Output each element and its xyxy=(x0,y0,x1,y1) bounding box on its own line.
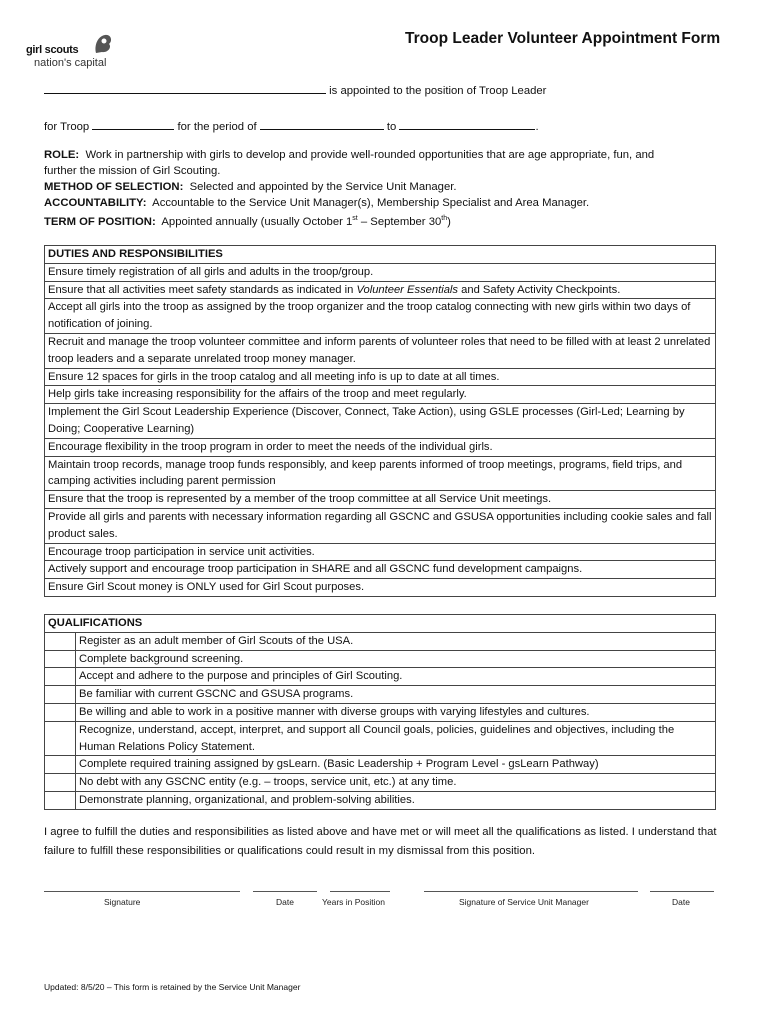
duties-table xyxy=(44,245,716,597)
accountability-text: Accountable to the Service Unit Manager(s), Membership Specialist and Area Manager. xyxy=(152,197,590,209)
period-label: for the period of xyxy=(177,121,257,133)
trefoil-profile-icon xyxy=(92,33,114,55)
duty-text: Encourage flexibility in the troop program in order to meet the needs of the individual girls. xyxy=(45,438,716,456)
qualifications-heading: QUALIFICATIONS xyxy=(45,615,716,633)
qualification-text: No debt with any GSCNC entity (e.g. – troops, service unit, etc.) at any time. xyxy=(76,774,716,792)
signature-label: Signature xyxy=(104,897,141,907)
qualification-row xyxy=(45,632,716,650)
qualification-text: Be willing and able to work in a positive manner with diverse groups with varying lifestyles and cultures. xyxy=(76,703,716,721)
appointment-text: is appointed to the position of Troop Leader xyxy=(329,85,547,97)
manager-signature-label: Signature of Service Unit Manager xyxy=(459,897,589,907)
duty-text: Maintain troop records, manage troop funds responsibly, and keep parents informed of troop meetings, programs, field trips, and camping activities including parent permission xyxy=(45,456,716,491)
date-field[interactable] xyxy=(253,890,317,892)
duty-row xyxy=(45,404,716,439)
duty-row xyxy=(45,543,716,561)
duty-text: Implement the Girl Scout Leadership Experience (Discover, Connect, Take Action), using GSLE processes (Girl-Led; Learning by Doing; Cooperative Learning) xyxy=(45,404,716,439)
term-label: TERM OF POSITION: xyxy=(44,215,156,228)
period-start-field[interactable] xyxy=(260,118,384,130)
qualification-checkbox[interactable] xyxy=(45,650,76,668)
duty-row xyxy=(45,368,716,386)
qualification-row xyxy=(45,756,716,774)
qualification-checkbox[interactable] xyxy=(45,756,76,774)
qualification-text: Accept and adhere to the purpose and principles of Girl Scouting. xyxy=(76,668,716,686)
qualification-checkbox[interactable] xyxy=(45,632,76,650)
duty-row xyxy=(45,281,716,299)
duty-row xyxy=(45,333,716,368)
duty-row xyxy=(45,456,716,491)
duty-text: Provide all girls and parents with necessary information regarding all GSCNC and GSUSA opportunities including cookie sales and fall product sales. xyxy=(45,508,716,543)
term-text: – September 30 xyxy=(357,215,442,228)
qualification-checkbox[interactable] xyxy=(45,774,76,792)
duty-text: Encourage troop participation in service unit activities. xyxy=(45,543,716,561)
qualification-row xyxy=(45,791,716,809)
period-end-field[interactable] xyxy=(399,118,535,130)
qualification-text: Complete background screening. xyxy=(76,650,716,668)
qualification-row xyxy=(45,650,716,668)
qualification-text: Demonstrate planning, organizational, and problem-solving abilities. xyxy=(76,791,716,809)
term-row xyxy=(44,211,724,230)
role-row xyxy=(44,147,724,163)
duty-row xyxy=(45,386,716,404)
duty-text: Ensure 12 spaces for girls in the troop catalog and all meeting info is up to date at all times. xyxy=(45,368,716,386)
qualifications-table xyxy=(44,614,716,810)
qualification-row xyxy=(45,668,716,686)
manager-signature-field[interactable] xyxy=(424,890,638,892)
appointee-name-field[interactable] xyxy=(44,82,326,94)
qualification-checkbox[interactable] xyxy=(45,668,76,686)
footer-updated: Updated: 8/5/20 – This form is retained by the Service Unit Manager xyxy=(44,982,301,992)
qualification-text: Register as an adult member of Girl Scouts of the USA. xyxy=(76,632,716,650)
appointee-line xyxy=(44,82,546,99)
logo-text: girl scouts xyxy=(26,44,79,56)
accountability-label: ACCOUNTABILITY: xyxy=(44,197,147,209)
duty-text: Help girls take increasing responsibility for the affairs of the troop and meet regularly. xyxy=(45,386,716,404)
duty-text: Ensure Girl Scout money is ONLY used for Girl Scout purposes. xyxy=(45,579,716,597)
term-text: Appointed annually (usually October 1 xyxy=(161,215,353,228)
term-sup: st xyxy=(352,215,358,222)
date-label: Date xyxy=(276,897,294,907)
method-row xyxy=(44,179,724,195)
agreement-text: I agree to fulfill the duties and responsibilities as listed above and have met or will meet all the qualifications as listed. I understand that failure to fulfill these responsibilities or qualifications could result in my dismissal from this position. xyxy=(44,826,717,857)
qualification-row xyxy=(45,703,716,721)
years-field[interactable] xyxy=(330,890,390,892)
duty-row xyxy=(45,579,716,597)
role-text-2: further the mission of Girl Scouting. xyxy=(44,165,221,177)
duty-text: Ensure that all activities meet safety standards as indicated in Volunteer Essentials and Safety Activity Checkpoints. xyxy=(45,281,716,299)
period-end-dot: . xyxy=(535,121,539,133)
qualification-text: Be familiar with current GSCNC and GSUSA programs. xyxy=(76,686,716,704)
method-text: Selected and appointed by the Service Unit Manager. xyxy=(189,181,457,193)
duty-row xyxy=(45,561,716,579)
logo-subtext: nation's capital xyxy=(34,57,107,69)
signature-field[interactable] xyxy=(44,890,240,892)
qualification-text: Complete required training assigned by gsLearn. (Basic Leadership + Program Level - gsLearn Pathway) xyxy=(76,756,716,774)
duty-row xyxy=(45,508,716,543)
duty-text: Ensure timely registration of all girls and adults in the troop/group. xyxy=(45,263,716,281)
to-label: to xyxy=(386,121,397,133)
duty-row xyxy=(45,263,716,281)
duties-heading: DUTIES AND RESPONSIBILITIES xyxy=(45,246,716,264)
role-text: Work in partnership with girls to develop and provide well-rounded opportunities that are age appropriate, fun, and xyxy=(85,149,655,161)
qualification-row xyxy=(45,686,716,704)
troop-period-line xyxy=(44,118,539,135)
duty-text: Recruit and manage the troop volunteer committee and inform parents of volunteer roles that need to be filled with at least 2 unrelated troop leaders and a separate unrelated troop money manager. xyxy=(45,333,716,368)
manager-date-label: Date xyxy=(672,897,690,907)
troop-number-field[interactable] xyxy=(92,118,174,130)
duty-text: Ensure that the troop is represented by a member of the troop committee at all Service Unit meetings. xyxy=(45,491,716,509)
duty-row xyxy=(45,438,716,456)
method-label: METHOD OF SELECTION: xyxy=(44,181,184,193)
qualification-row xyxy=(45,721,716,756)
girl-scouts-logo xyxy=(26,33,136,73)
qualification-row xyxy=(45,774,716,792)
qualification-checkbox[interactable] xyxy=(45,791,76,809)
qualification-checkbox[interactable] xyxy=(45,703,76,721)
role-label: ROLE: xyxy=(44,149,80,161)
qualification-checkbox[interactable] xyxy=(45,721,76,756)
manager-date-field[interactable] xyxy=(650,890,714,892)
duty-row xyxy=(45,491,716,509)
years-label: Years in Position xyxy=(322,897,386,907)
for-troop-label: for Troop xyxy=(44,121,90,133)
qualification-text: Recognize, understand, accept, interpret, and support all Council goals, policies, guidelines and objectives, including the Human Relations Policy Statement. xyxy=(76,721,716,756)
term-text: ) xyxy=(447,215,451,228)
duty-text: Actively support and encourage troop participation in SHARE and all GSCNC fund development campaigns. xyxy=(45,561,716,579)
page-title: Troop Leader Volunteer Appointment Form xyxy=(405,30,721,47)
role-section xyxy=(44,147,724,230)
qualification-checkbox[interactable] xyxy=(45,686,76,704)
accountability-row xyxy=(44,195,724,211)
duty-row xyxy=(45,299,716,334)
duty-text: Accept all girls into the troop as assigned by the troop organizer and the troop catalog connecting with new girls within two days of notification of joining. xyxy=(45,299,716,334)
term-sup: th xyxy=(441,215,448,222)
